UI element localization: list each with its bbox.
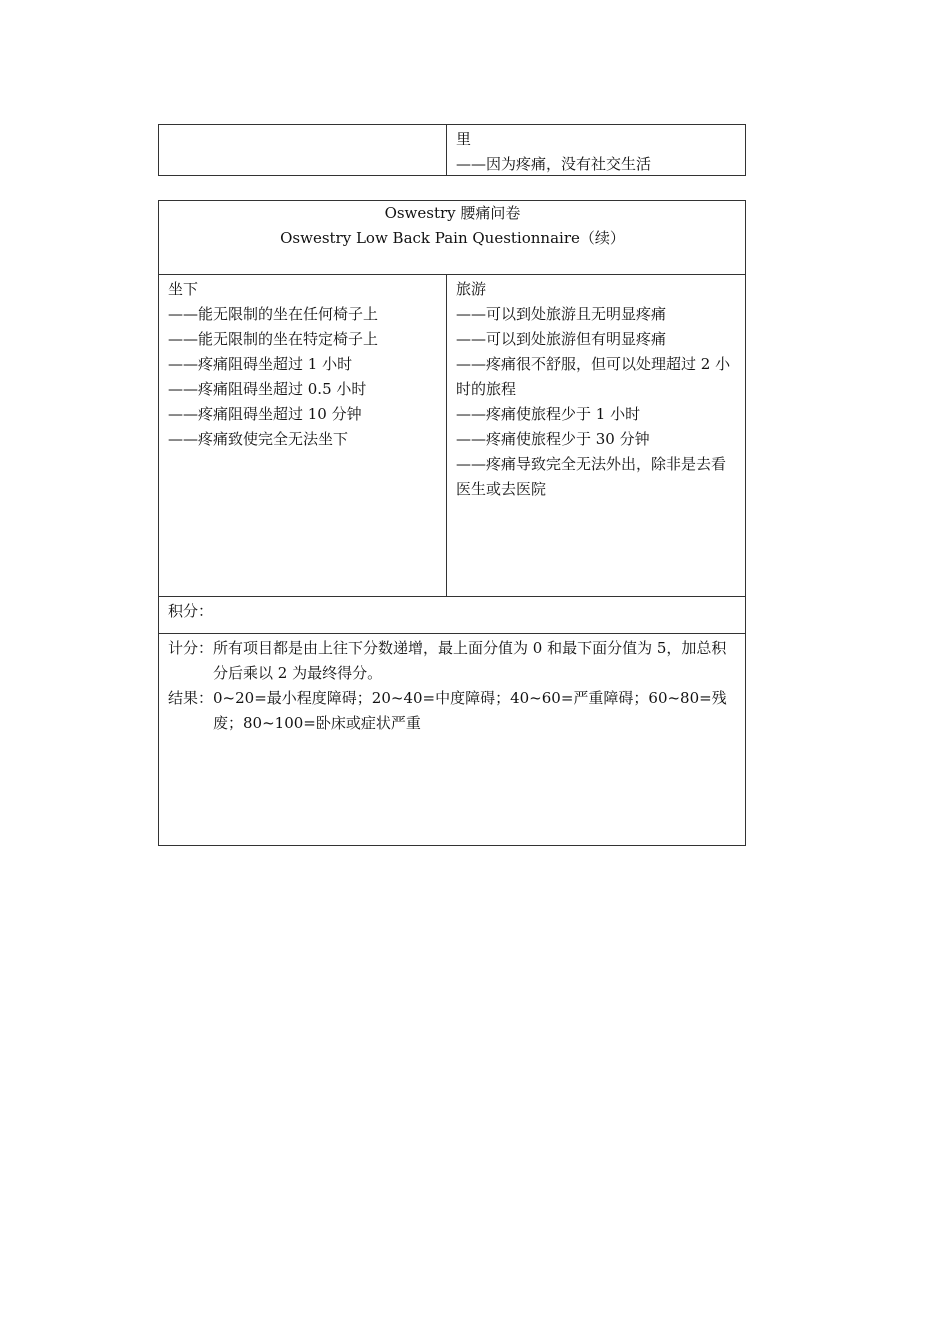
continuation-table	[158, 124, 746, 176]
travel-option: ——疼痛使旅程少于 1 小时	[456, 405, 641, 423]
travel-heading: 旅游	[456, 280, 487, 298]
title-cell	[159, 201, 745, 274]
instructions-cell	[159, 634, 745, 845]
sitting-option: ——疼痛阻碍坐超过 1 小时	[168, 355, 353, 373]
continuation-left-cell	[159, 125, 447, 175]
instructions-row	[159, 633, 745, 845]
travel-section	[447, 275, 745, 596]
continuation-line: 里	[456, 130, 472, 148]
travel-option: ——可以到处旅游且无明显疼痛	[456, 305, 667, 323]
sitting-option: ——能无限制的坐在特定椅子上	[168, 330, 379, 348]
score-row	[159, 596, 745, 633]
questionnaire-table	[158, 200, 746, 846]
sitting-option: ——疼痛阻碍坐超过 0.5 小时	[168, 380, 367, 398]
sitting-section	[159, 275, 447, 596]
score-label: 积分：	[168, 602, 214, 620]
sitting-option: ——能无限制的坐在任何椅子上	[168, 305, 379, 323]
travel-option: ——疼痛使旅程少于 30 分钟	[456, 430, 650, 448]
travel-option: ——疼痛导致完全无法外出，除非是去看医生或去医院	[456, 455, 727, 498]
sitting-option: ——疼痛致使完全无法坐下	[168, 430, 349, 448]
result-label: 结果：	[168, 689, 214, 707]
result-text: 0~20=最小程度障碍；20~40=中度障碍；40~60=严重障碍；60~80=残废；80~100=卧床或症状严重	[213, 689, 727, 732]
continuation-line: ——因为疼痛，没有社交生活	[456, 155, 652, 173]
result-rule	[168, 686, 737, 736]
sitting-heading: 坐下	[168, 280, 199, 298]
sections-row	[159, 274, 745, 596]
scoring-rule	[168, 636, 737, 686]
continuation-right-cell	[447, 125, 745, 175]
scoring-text: 所有项目都是由上往下分数递增，最上面分值为 0 和最下面分值为 5，加总积分后乘以 2 为最终得分。	[213, 639, 727, 682]
score-cell	[159, 597, 745, 633]
title-cn: Oswestry 腰痛问卷	[384, 204, 521, 222]
scoring-label: 计分：	[168, 639, 214, 657]
sitting-option: ——疼痛阻碍坐超过 10 分钟	[168, 405, 362, 423]
title-row	[159, 201, 745, 274]
travel-option: ——疼痛很不舒服，但可以处理超过 2 小时的旅程	[456, 355, 731, 398]
title-en: Oswestry Low Back Pain Questionnaire（续）	[280, 229, 625, 247]
continuation-row	[159, 125, 745, 175]
travel-option: ——可以到处旅游但有明显疼痛	[456, 330, 667, 348]
